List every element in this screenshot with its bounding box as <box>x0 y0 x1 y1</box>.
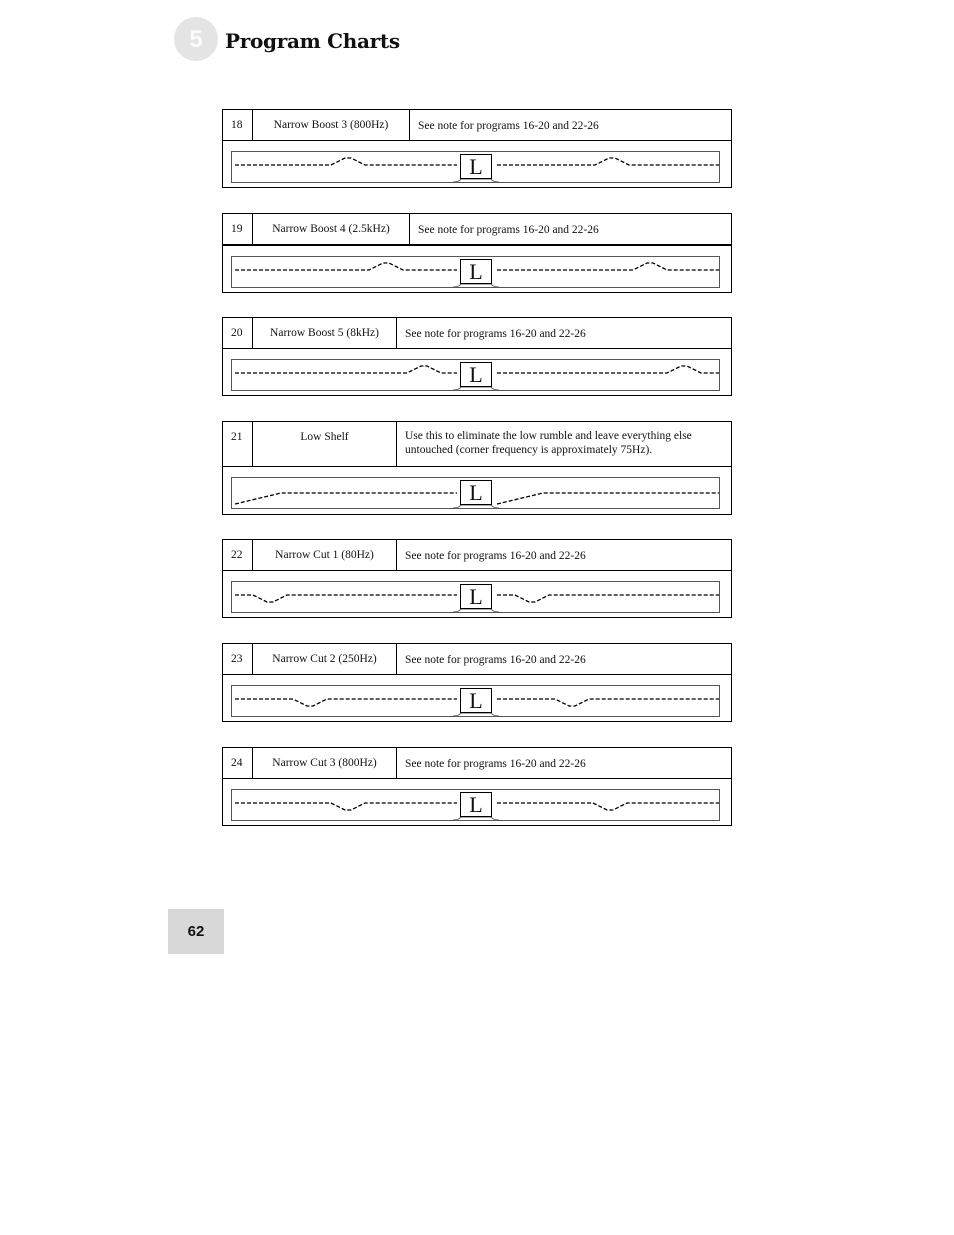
chapter-number: 5 <box>189 26 203 53</box>
channel-indicator: L <box>460 362 492 387</box>
program-note: See note for programs 16-20 and 22-26 <box>418 120 599 132</box>
program-number: 19 <box>223 214 253 244</box>
program-number: 20 <box>223 318 253 348</box>
program-name: Narrow Boost 3 (800Hz) <box>253 110 410 140</box>
program-note: See note for programs 16-20 and 22-26 <box>405 654 586 666</box>
program-number: 23 <box>223 644 253 674</box>
eq-curve-display <box>223 675 731 721</box>
program-note: See note for programs 16-20 and 22-26 <box>418 224 599 236</box>
program-note: See note for programs 16-20 and 22-26 <box>405 758 586 770</box>
program-20 <box>222 317 732 396</box>
eq-curve-display <box>223 779 731 825</box>
eq-curve-display <box>223 246 731 292</box>
program-name: Narrow Boost 4 (2.5kHz) <box>253 214 410 244</box>
program-number: 21 <box>223 422 253 466</box>
program-number: 18 <box>223 110 253 140</box>
channel-indicator: L <box>460 584 492 609</box>
program-name: Narrow Cut 1 (80Hz) <box>253 540 397 570</box>
eq-curve-display <box>223 571 731 617</box>
program-number: 24 <box>223 748 253 778</box>
program-19 <box>222 213 732 293</box>
program-18 <box>222 109 732 188</box>
chapter-badge <box>174 17 218 61</box>
eq-curve-display <box>223 467 731 514</box>
program-name: Narrow Boost 5 (8kHz) <box>253 318 397 348</box>
program-name: Narrow Cut 3 (800Hz) <box>253 748 397 778</box>
program-note: See note for programs 16-20 and 22-26 <box>405 550 586 562</box>
channel-indicator: L <box>460 259 492 284</box>
program-22 <box>222 539 732 618</box>
program-21 <box>222 421 732 515</box>
channel-indicator: L <box>460 154 492 179</box>
program-note: See note for programs 16-20 and 22-26 <box>405 328 586 340</box>
program-name: Narrow Cut 2 (250Hz) <box>253 644 397 674</box>
channel-indicator: L <box>460 792 492 817</box>
program-note: Use this to eliminate the low rumble and leave everything else untouched (corner frequency is approximately 75Hz). <box>405 430 692 456</box>
eq-curve-display <box>223 349 731 395</box>
program-number: 22 <box>223 540 253 570</box>
eq-curve-display <box>223 141 731 187</box>
page-number: 62 <box>168 909 224 954</box>
channel-indicator: L <box>460 480 492 505</box>
program-23 <box>222 643 732 722</box>
program-name: Low Shelf <box>253 422 397 466</box>
channel-indicator: L <box>460 688 492 713</box>
page-title: Program Charts <box>225 29 400 53</box>
program-24 <box>222 747 732 826</box>
